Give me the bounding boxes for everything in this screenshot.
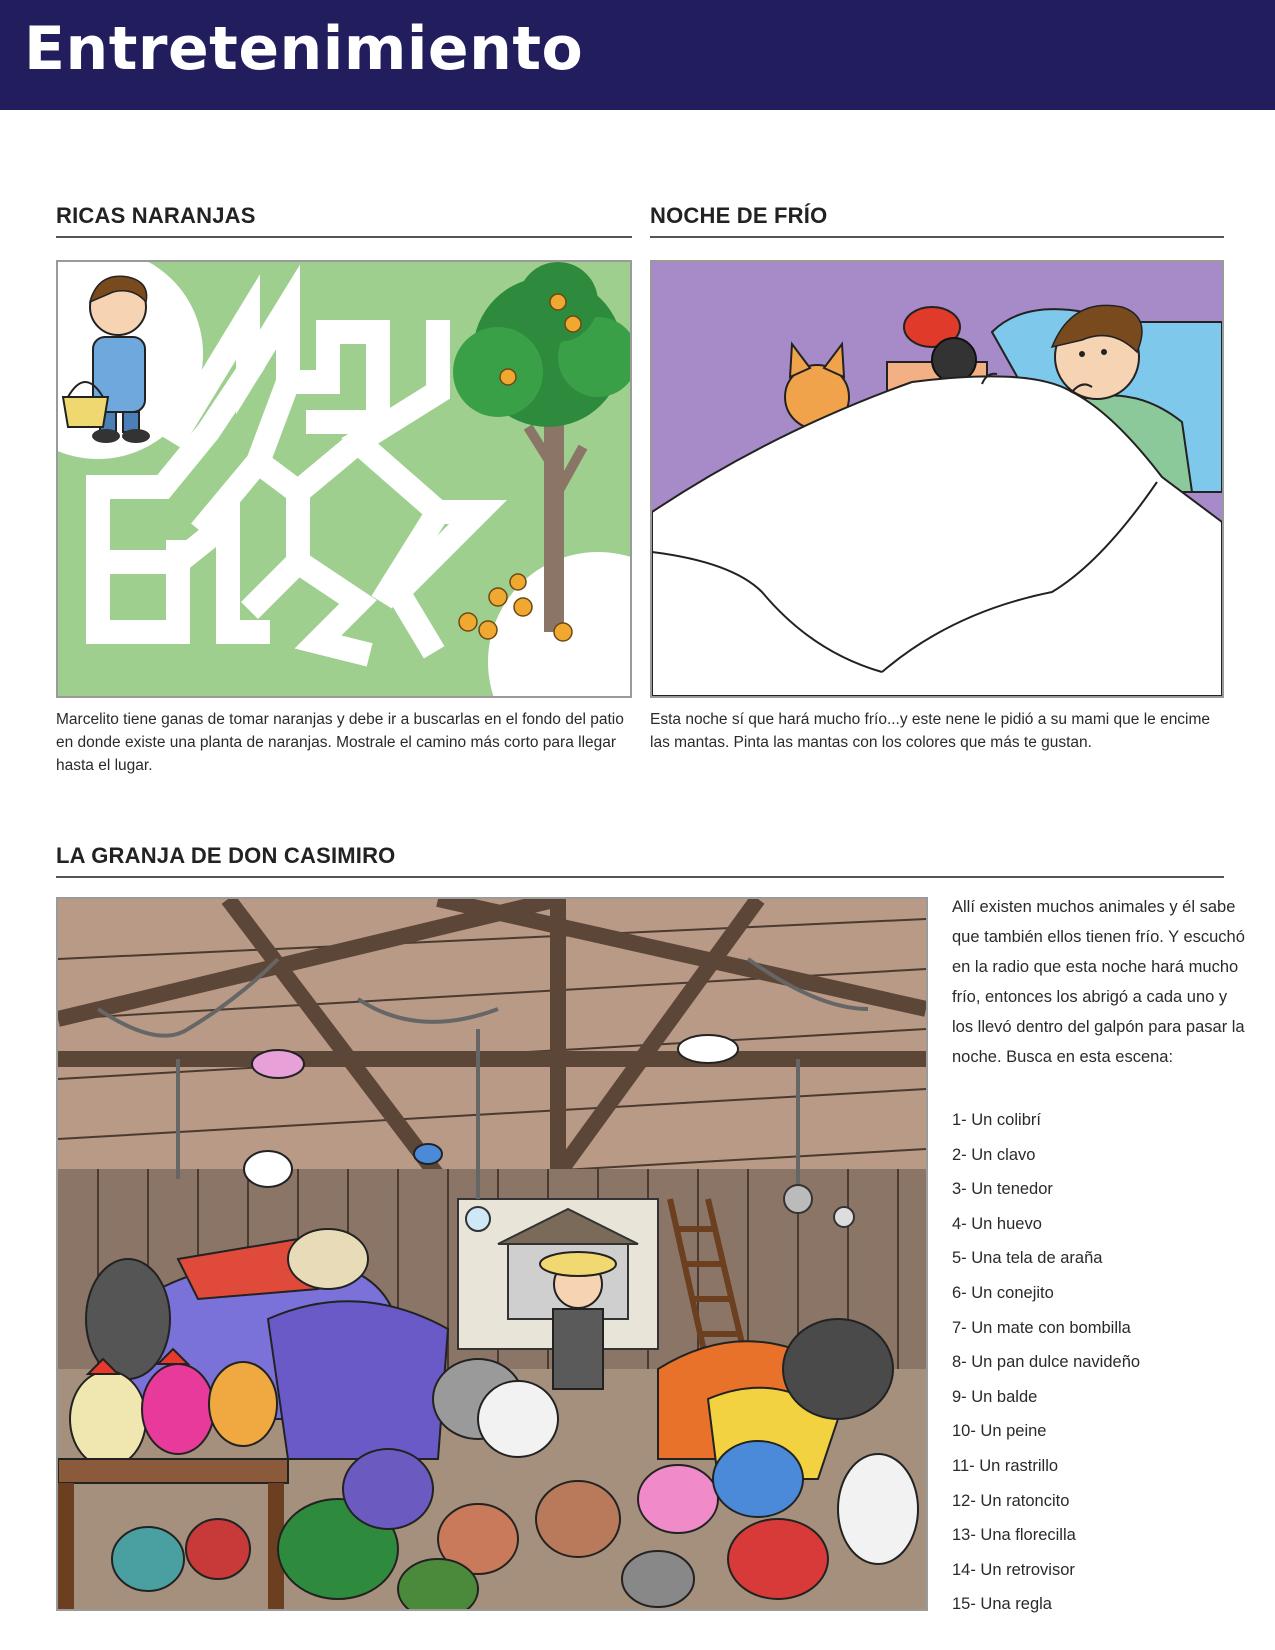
list-item: 3- Un tenedor	[952, 1180, 1053, 1199]
maze-illustration	[56, 260, 632, 698]
oranges-title: RICAS NARANJAS	[56, 203, 256, 228]
list-item: 15- Una regla	[952, 1595, 1052, 1614]
find-list	[952, 1103, 1252, 1622]
bedtime-illustration	[650, 260, 1224, 698]
list-item: 12- Un ratoncito	[952, 1491, 1070, 1510]
list-item: 4- Un huevo	[952, 1214, 1042, 1233]
cold-night-title: NOCHE DE FRÍO	[650, 203, 828, 228]
list-item: 9- Un balde	[952, 1387, 1038, 1406]
page-header	[0, 0, 1275, 110]
cold-night-caption: Esta noche sí que hará mucho frío...y este nene le pidió a su mami que le encime las mantas. Pinta las mantas con los colores que más te gustan.	[650, 711, 1211, 751]
list-item: 10- Un peine	[952, 1422, 1047, 1441]
farm-rule	[56, 876, 1224, 878]
list-item: 1- Un colibrí	[952, 1111, 1041, 1129]
farm-title: LA GRANJA DE DON CASIMIRO	[56, 843, 396, 868]
oranges-caption: Marcelito tiene ganas de tomar naranjas y debe ir a buscarlas en el fondo del patio en donde existe una planta de naranjas. Mostrale el camino más corto para llegar hasta el lugar.	[56, 711, 624, 774]
oranges-rule	[56, 236, 632, 238]
barn-illustration	[56, 897, 928, 1611]
list-item: 2- Un clavo	[952, 1145, 1036, 1164]
page-title: Entretenimiento	[24, 14, 584, 84]
list-item: 11- Un rastrillo	[952, 1456, 1059, 1475]
cold-night-rule	[650, 236, 1224, 238]
list-item: 5- Una tela de araña	[952, 1249, 1103, 1268]
list-item: 14- Un retrovisor	[952, 1560, 1075, 1579]
list-item: 7- Un mate con bombilla	[952, 1318, 1131, 1337]
farm-intro: Allí existen muchos animales y él sabe que también ellos tienen frío. Y escuchó en la radio que esta noche hará mucho frío, entonces los abrigó a cada uno y los llevó dentro del galpón para pasar la noche. Busca en esta escena:	[952, 898, 1245, 1066]
list-item: 8- Un pan dulce navideño	[952, 1353, 1141, 1372]
list-item: 13- Una florecilla	[952, 1526, 1076, 1545]
list-item: 6- Un conejito	[952, 1283, 1054, 1302]
